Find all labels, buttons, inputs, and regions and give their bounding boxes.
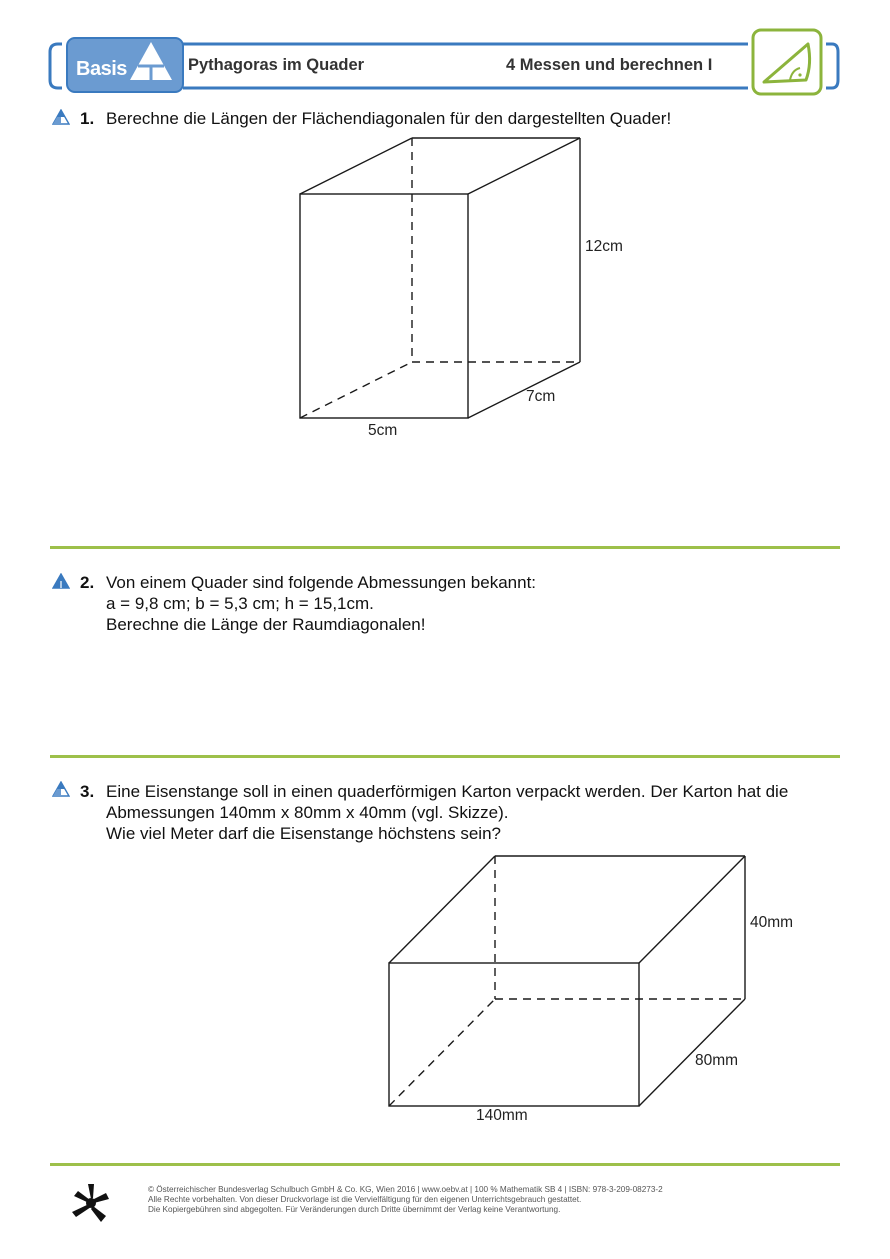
front-face	[389, 963, 639, 1106]
height-label: 12cm	[585, 238, 623, 255]
hidden-edges	[389, 856, 745, 1106]
task-2-line: a = 9,8 cm; b = 5,3 cm; h = 15,1cm.	[106, 594, 374, 613]
basis-label: Basis	[76, 58, 127, 80]
hidden-edges	[300, 138, 580, 418]
width-label: 140mm	[476, 1107, 528, 1124]
height-label: 40mm	[750, 914, 794, 931]
task-3-number: 3.	[80, 782, 95, 801]
task-3-line: Wie viel Meter darf die Eisenstange höchstens sein?	[106, 824, 501, 843]
level-triangle-icon	[52, 109, 70, 125]
task-3-line: Abmessungen 140mm x 80mm x 40mm (vgl. Skizze).	[106, 803, 509, 822]
page-title: Pythagoras im Quader	[188, 56, 365, 74]
task-1-number: 1.	[80, 109, 95, 128]
front-face	[300, 194, 468, 418]
width-label: 5cm	[368, 422, 398, 439]
depth-label: 80mm	[695, 1052, 739, 1069]
task-1-line: Berechne die Längen der Flächendiagonalen für den dargestellten Quader!	[106, 109, 672, 128]
level-triangle-icon	[52, 573, 70, 589]
cuboid-figure-3	[370, 840, 770, 1120]
task-2-line: Von einem Quader sind folgende Abmessungen bekannt:	[106, 573, 537, 592]
cuboid-figure-1	[280, 130, 660, 450]
task-2-line: Berechne die Länge der Raumdiagonalen!	[106, 615, 426, 634]
footer-line: © Österreichischer Bundesverlag Schulbuch GmbH & Co. KG, Wien 2016 | www.oebv.at | 100 % Mathematik SB 4 | ISBN: 978-3-209-08273-2	[148, 1185, 663, 1194]
separator	[50, 755, 840, 758]
level-triangle-icon	[52, 781, 70, 797]
depth-label: 7cm	[526, 388, 556, 405]
separator	[50, 546, 840, 549]
publisher-logo-icon	[70, 1182, 110, 1224]
footer-line: Alle Rechte vorbehalten. Von dieser Druckvorlage ist die Vervielfältigung für den eigenen Unterrichtsgebrauch gestattet.	[148, 1195, 582, 1204]
task-3-line: Eine Eisenstange soll in einen quaderförmigen Karton verpackt werden. Der Karton hat die	[106, 782, 789, 801]
copyright-notice	[148, 1185, 663, 1215]
chapter-icon	[753, 30, 821, 94]
header-frame	[0, 0, 890, 110]
separator	[50, 1163, 840, 1166]
chapter-title: 4 Messen und berechnen I	[506, 56, 713, 74]
task-2-number: 2.	[80, 573, 95, 592]
footer-line: Die Kopiergebühren sind abgegolten. Für Veränderungen durch Dritte übernimmt der Verlag keine Verantwortung.	[148, 1205, 561, 1214]
